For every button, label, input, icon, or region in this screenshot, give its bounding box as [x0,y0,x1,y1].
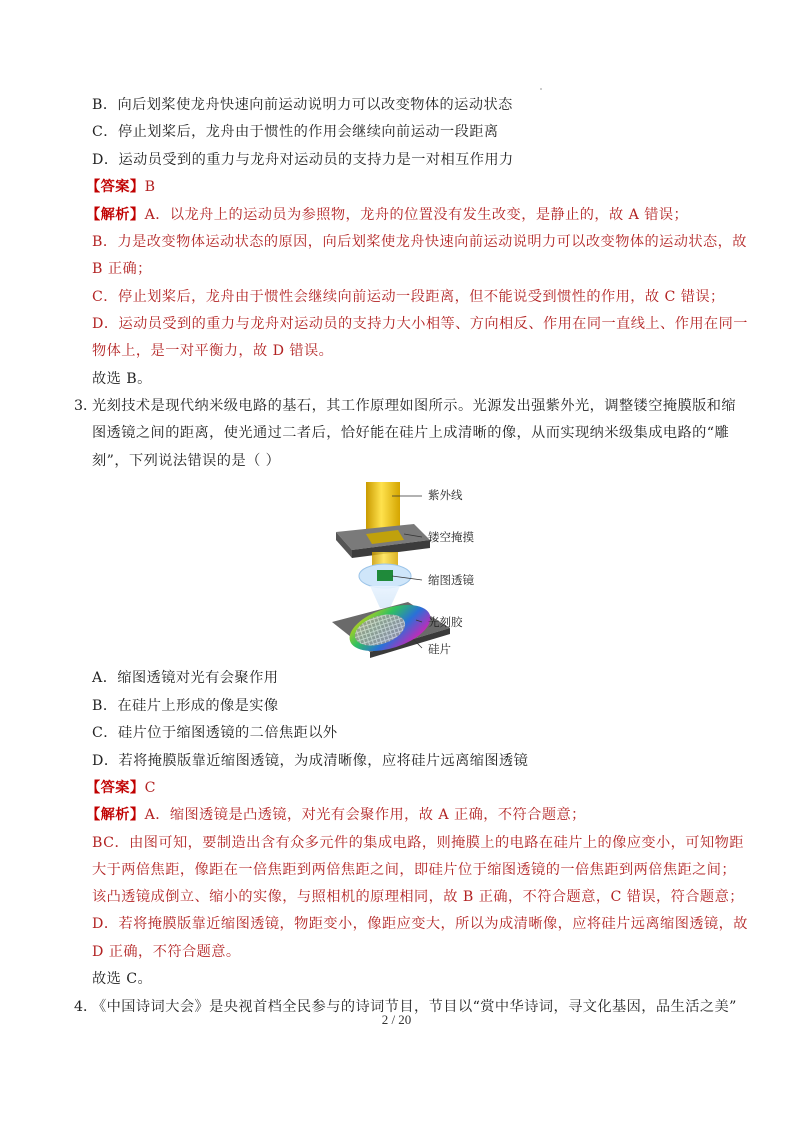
q4-number: 4． [74,999,98,1015]
q3-conclusion: 故选 C。 [92,971,153,987]
q3-option-a: A．缩图透镜对光有会聚作用 [92,670,279,686]
lens-circuit [377,570,393,581]
page-number: 2 / 20 [381,1012,412,1027]
q2-option-d: D．运动员受到的重力与龙舟对运动员的支持力是一对相互作用力 [92,152,514,168]
lithography-figure [330,482,490,658]
q2-analysis-first [86,205,688,225]
q3-answer-line [86,778,156,798]
analysis-tag: 【解析】 [86,807,145,823]
answer-tag: 【答案】 [86,780,145,796]
q2-analysis-line: D．运动员受到的重力与龙舟对运动员的支持力大小相等、方向相反、作用在同一直线上、作用在同一 [92,316,748,332]
q3-option-c: C．硅片位于缩图透镜的二倍焦距以外 [92,725,338,741]
q2-analysis-line: C．停止划桨后，龙舟由于惯性会继续向前运动一段距离，但不能说受到惯性的作用，故 C 错误； [92,289,725,305]
scan-dot [540,88,542,90]
analysis-text: A．以龙舟上的运动员为参照物，龙舟的位置没有发生改变，是静止的，故 A 错误； [144,207,689,223]
answer-value: B [144,179,156,195]
q2-analysis-line: 物体上，是一对平衡力，故 D 错误。 [92,343,334,359]
label-wafer: 硅片 [428,642,451,656]
q3-analysis-line: D 正确，不符合题意。 [92,944,241,960]
label-lens: 缩图透镜 [428,573,474,587]
q2-conclusion: 故选 B。 [92,371,152,387]
label-mask: 镂空掩摸 [428,530,474,544]
q3-number: 3． [74,398,98,414]
q3-stem-line: 光刻技术是现代纳米级电路的基石，其工作原理如图所示。光源发出强紫外光，调整镂空掩膜版和缩 [92,398,737,414]
uv-beam [366,482,400,532]
light-cone [370,586,400,608]
answer-tag: 【答案】 [86,179,145,195]
q3-analysis-line: 大于两倍焦距，像距在一倍焦距到两倍焦距之间，即硅片位于缩图透镜的一倍焦距到两倍焦距之间； [92,862,737,878]
q2-answer-line [86,177,155,197]
q3-stem-line: 刻”，下列说法错误的是（ ） [92,453,281,469]
analysis-tag: 【解析】 [86,207,145,223]
q2-option-b: B．向后划桨使龙舟快速向前运动说明力可以改变物体的运动状态 [92,97,513,113]
q3-analysis-line: 该凸透镜成倒立、缩小的实像，与照相机的原理相同，故 B 正确，不符合题意，C 错误，符合题意； [92,889,744,905]
label-uv: 紫外线 [428,488,463,502]
q3-analysis-first [86,805,586,825]
label-resist: 光刻胶 [428,615,463,629]
analysis-text: A．缩图透镜是凸透镜，对光有会聚作用，故 A 正确，不符合题意； [144,807,586,823]
q3-stem-line: 图透镜之间的距离，使光通过二者后，恰好能在硅片上成清晰的像，从而实现纳米级集成电路的“雕 [92,425,730,441]
q2-option-c: C．停止划桨后，龙舟由于惯性的作用会继续向前运动一段距离 [92,124,499,140]
q2-analysis-line: B 正确； [92,261,152,277]
q3-option-d: D．若将掩膜版靠近缩图透镜，为成清晰像，应将硅片远离缩图透镜 [92,753,529,769]
q3-analysis-line: D．若将掩膜版靠近缩图透镜，物距变小，像距应变大，所以为成清晰像，应将硅片远离缩图透镜，故 [92,916,748,932]
q2-analysis-line: B．力是改变物体运动状态的原因，向后划桨使龙舟快速向前运动说明力可以改变物体的运动状态，故 [92,234,747,250]
q3-analysis-line: BC．由图可知，要制造出含有众多元件的集成电路，则掩膜上的电路在硅片上的像应变小，可知物距 [92,835,744,851]
q4-stem-line: 《中国诗词大会》是央视首档全民参与的诗词节目，节目以“赏中华诗词，寻文化基因，品生活之美” [92,999,737,1015]
answer-value: C [144,780,156,796]
lithography-diagram [330,482,490,658]
q3-option-b: B．在硅片上形成的像是实像 [92,698,279,714]
